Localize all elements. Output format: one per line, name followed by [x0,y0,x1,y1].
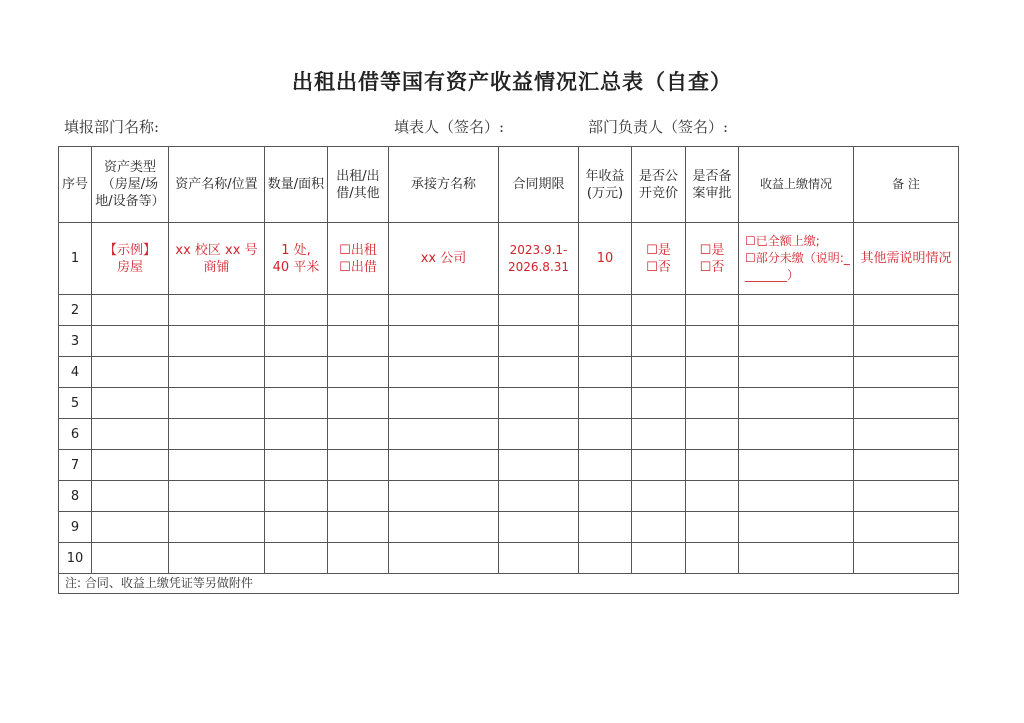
table-cell[interactable] [499,450,579,481]
table-row [59,388,959,419]
table-cell[interactable] [265,481,328,512]
table-cell[interactable] [265,295,328,326]
table-cell[interactable] [389,295,499,326]
header-remark: 备 注 [854,147,959,223]
table-cell[interactable] [686,450,739,481]
table-cell[interactable] [579,357,632,388]
table-cell[interactable] [739,295,854,326]
table-cell[interactable] [328,295,389,326]
table-cell[interactable] [169,481,265,512]
checkbox-filing-yes[interactable]: ☐是 [699,242,725,258]
table-row [59,450,959,481]
table-cell[interactable] [739,512,854,543]
header-filing: 是否备案审批 [686,147,739,223]
example-mode [328,223,389,295]
table-cell[interactable] [499,512,579,543]
table-row [59,357,959,388]
table-cell[interactable] [854,419,959,450]
header-annual-income: 年收益(万元) [579,147,632,223]
data-rows [59,295,959,574]
table-cell[interactable] [328,512,389,543]
table-cell[interactable] [92,388,169,419]
row-seq: 3 [59,326,92,357]
checkbox-lend[interactable]: ☐出借 [339,259,377,275]
table-cell[interactable] [739,388,854,419]
table-cell[interactable] [579,450,632,481]
example-qty-count: 1 处, [281,242,311,258]
example-type [92,223,169,295]
example-party: xx 公司 [389,223,499,295]
table-cell[interactable] [169,295,265,326]
table-row [59,512,959,543]
table-cell[interactable] [854,388,959,419]
table-cell[interactable] [579,481,632,512]
department-label: 填报部门名称: [64,118,160,136]
table-cell[interactable] [169,419,265,450]
row-seq: 10 [59,543,92,574]
row-seq: 9 [59,512,92,543]
table-cell[interactable] [739,543,854,574]
table-cell[interactable] [686,357,739,388]
table-cell[interactable] [579,512,632,543]
example-payment [739,223,854,295]
table-cell[interactable] [169,357,265,388]
table-cell[interactable] [499,543,579,574]
header-lease-mode: 出租/出借/其他 [328,147,389,223]
table-cell[interactable] [92,419,169,450]
table-cell[interactable] [169,450,265,481]
table-cell[interactable] [169,512,265,543]
table-cell[interactable] [92,357,169,388]
table-cell[interactable] [632,357,686,388]
table-cell[interactable] [328,419,389,450]
table-cell[interactable] [499,295,579,326]
table-cell[interactable] [854,295,959,326]
table-cell[interactable] [265,512,328,543]
table-cell[interactable] [579,419,632,450]
example-term-start: 2023.9.1- [509,242,568,257]
table-cell[interactable] [686,512,739,543]
table-cell[interactable] [499,326,579,357]
table-cell[interactable] [686,295,739,326]
row-seq: 4 [59,357,92,388]
table-cell[interactable] [265,326,328,357]
table-cell[interactable] [92,512,169,543]
header-seq: 序号 [59,147,92,223]
table-cell[interactable] [265,543,328,574]
example-remark: 其他需说明情况 [854,223,959,295]
page-title: 出租出借等国有资产收益情况汇总表（自查） [292,69,732,94]
example-qty-area: 40 平米 [272,259,320,275]
table-cell[interactable] [169,326,265,357]
table-cell[interactable] [389,357,499,388]
row-seq: 7 [59,450,92,481]
department-head-signature-label: 部门负责人（签名）: [588,118,729,136]
table-cell[interactable] [389,419,499,450]
table-cell[interactable] [389,326,499,357]
example-income: 10 [579,223,632,295]
table-cell[interactable] [579,543,632,574]
table-cell[interactable] [579,326,632,357]
table-cell[interactable] [92,295,169,326]
footnote: 注: 合同、收益上缴凭证等另做附件 [59,574,959,594]
table-cell[interactable] [499,388,579,419]
table-cell[interactable] [328,388,389,419]
table-cell[interactable] [632,450,686,481]
table-cell[interactable] [92,450,169,481]
header-public-bid: 是否公开竞价 [632,147,686,223]
table-cell[interactable] [739,481,854,512]
row-seq: 8 [59,481,92,512]
table-cell[interactable] [632,481,686,512]
header-asset-name: 资产名称/位置 [169,147,265,223]
table-cell[interactable] [854,481,959,512]
table-cell[interactable] [389,512,499,543]
example-type-value: 房屋 [116,259,143,275]
table-cell[interactable] [632,543,686,574]
table-cell[interactable] [499,481,579,512]
checkbox-bid-yes[interactable]: ☐是 [646,242,671,258]
header-quantity: 数量/面积 [265,147,328,223]
table-row [59,543,959,574]
table-cell[interactable] [328,481,389,512]
table-cell[interactable] [686,326,739,357]
table-cell[interactable] [328,357,389,388]
table-cell[interactable] [632,326,686,357]
row-seq: 5 [59,388,92,419]
table-cell[interactable] [686,419,739,450]
checkbox-paid-partial[interactable]: ☐部分未缴（说明:________） [745,251,850,282]
table-cell[interactable] [169,388,265,419]
table-cell[interactable] [579,295,632,326]
table-cell[interactable] [265,388,328,419]
table-cell[interactable] [739,357,854,388]
header-asset-type: 资产类型（房屋/场地/设备等） [92,147,169,223]
checkbox-filing-no[interactable]: ☐否 [699,259,725,275]
table-row [59,326,959,357]
header-party: 承接方名称 [389,147,499,223]
example-row [59,223,959,295]
table-cell[interactable] [739,326,854,357]
table-cell[interactable] [854,512,959,543]
asset-income-table [58,146,959,594]
table-cell[interactable] [579,388,632,419]
row-seq: 2 [59,295,92,326]
example-bid [632,223,686,295]
example-seq: 1 [59,223,92,295]
table-row [59,295,959,326]
table-cell[interactable] [389,481,499,512]
table-cell[interactable] [632,388,686,419]
table-cell[interactable] [265,450,328,481]
table-cell[interactable] [389,388,499,419]
checkbox-bid-no[interactable]: ☐否 [646,259,671,275]
table-cell[interactable] [739,450,854,481]
table-cell[interactable] [499,357,579,388]
table-cell[interactable] [686,543,739,574]
checkbox-paid-full[interactable]: ☐已全额上缴; [745,234,820,248]
example-type-tag: 【示例】 [103,242,156,258]
table-cell[interactable] [854,450,959,481]
table-cell[interactable] [389,543,499,574]
table-cell[interactable] [854,357,959,388]
table-cell[interactable] [686,481,739,512]
table-cell[interactable] [92,543,169,574]
table-cell[interactable] [686,388,739,419]
table-cell[interactable] [328,326,389,357]
table-cell[interactable] [632,295,686,326]
table-cell[interactable] [265,357,328,388]
table-row [59,419,959,450]
table-cell[interactable] [328,450,389,481]
table-cell[interactable] [92,326,169,357]
table-cell[interactable] [854,326,959,357]
table-cell[interactable] [265,419,328,450]
checkbox-lease[interactable]: ☐出租 [339,242,377,258]
table-cell[interactable] [632,512,686,543]
table-cell[interactable] [854,543,959,574]
note-row [59,574,959,594]
example-qty [265,223,328,295]
table-cell[interactable] [328,543,389,574]
example-term [499,223,579,295]
table-cell[interactable] [499,419,579,450]
header-payment: 收益上缴情况 [739,147,854,223]
table-cell[interactable] [389,450,499,481]
example-term-end: 2026.8.31 [507,259,570,274]
header-contract-term: 合同期限 [499,147,579,223]
header-row [59,147,959,223]
table-cell[interactable] [92,481,169,512]
table-cell[interactable] [739,419,854,450]
table-row [59,481,959,512]
table-cell[interactable] [632,419,686,450]
example-name: xx 校区 xx 号商铺 [169,223,265,295]
filler-signature-label: 填表人（签名）: [394,118,505,136]
row-seq: 6 [59,419,92,450]
table-cell[interactable] [169,543,265,574]
example-filing [686,223,739,295]
